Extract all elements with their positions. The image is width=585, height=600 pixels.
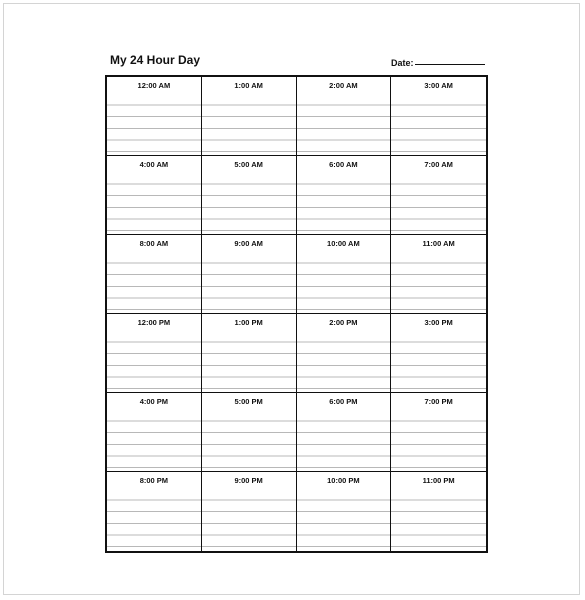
hour-cell xyxy=(391,77,486,156)
hour-cell xyxy=(391,235,486,314)
hour-label: 12:00 PM xyxy=(137,318,171,327)
hour-cell xyxy=(202,156,297,235)
hour-label: 4:00 PM xyxy=(139,397,169,406)
hour-label: 3:00 AM xyxy=(424,81,453,90)
hour-cell xyxy=(297,393,392,472)
hour-label: 12:00 AM xyxy=(137,81,171,90)
hour-label: 2:00 PM xyxy=(329,318,358,327)
hour-label: 2:00 AM xyxy=(329,81,358,90)
hour-label: 5:00 PM xyxy=(234,397,263,406)
hour-cell xyxy=(107,235,202,314)
hour-cell xyxy=(297,472,392,551)
hour-cell xyxy=(297,77,392,156)
hour-label: 3:00 PM xyxy=(424,318,453,327)
hour-cell xyxy=(202,314,297,393)
hour-cell xyxy=(107,393,202,472)
hour-label: 6:00 PM xyxy=(329,397,358,406)
hour-cell xyxy=(391,156,486,235)
hour-cell xyxy=(107,314,202,393)
hour-cell xyxy=(391,314,486,393)
hour-label: 9:00 PM xyxy=(234,476,263,485)
hour-label: 6:00 AM xyxy=(329,160,358,169)
hour-cell xyxy=(297,156,392,235)
hour-cell xyxy=(297,235,392,314)
hour-label: 10:00 PM xyxy=(327,476,360,485)
hour-label: 8:00 AM xyxy=(139,239,169,248)
date-label: Date: xyxy=(391,58,414,68)
hour-label: 1:00 AM xyxy=(234,81,263,90)
hour-cell xyxy=(107,156,202,235)
hour-label: 11:00 AM xyxy=(422,239,455,248)
hour-label: 11:00 PM xyxy=(422,476,455,485)
hour-cell xyxy=(391,472,486,551)
date-field xyxy=(391,53,414,71)
hour-label: 10:00 AM xyxy=(327,239,360,248)
hour-label: 8:00 PM xyxy=(139,476,169,485)
hour-label: 4:00 AM xyxy=(139,160,169,169)
hour-cell xyxy=(297,314,392,393)
hour-label: 9:00 AM xyxy=(234,239,263,248)
hour-cell xyxy=(107,472,202,551)
hour-grid xyxy=(105,75,488,553)
page-title: My 24 Hour Day xyxy=(110,53,201,67)
hour-label: 1:00 PM xyxy=(234,318,263,327)
date-blank-line xyxy=(415,64,485,65)
hour-cell xyxy=(391,393,486,472)
hour-label: 7:00 PM xyxy=(424,397,453,406)
hour-label: 7:00 AM xyxy=(424,160,453,169)
hour-cell xyxy=(202,472,297,551)
hour-cell xyxy=(107,77,202,156)
hour-cell xyxy=(202,77,297,156)
hour-label: 5:00 AM xyxy=(234,160,263,169)
hour-cell xyxy=(202,235,297,314)
hour-cell xyxy=(202,393,297,472)
document-page xyxy=(3,3,580,595)
